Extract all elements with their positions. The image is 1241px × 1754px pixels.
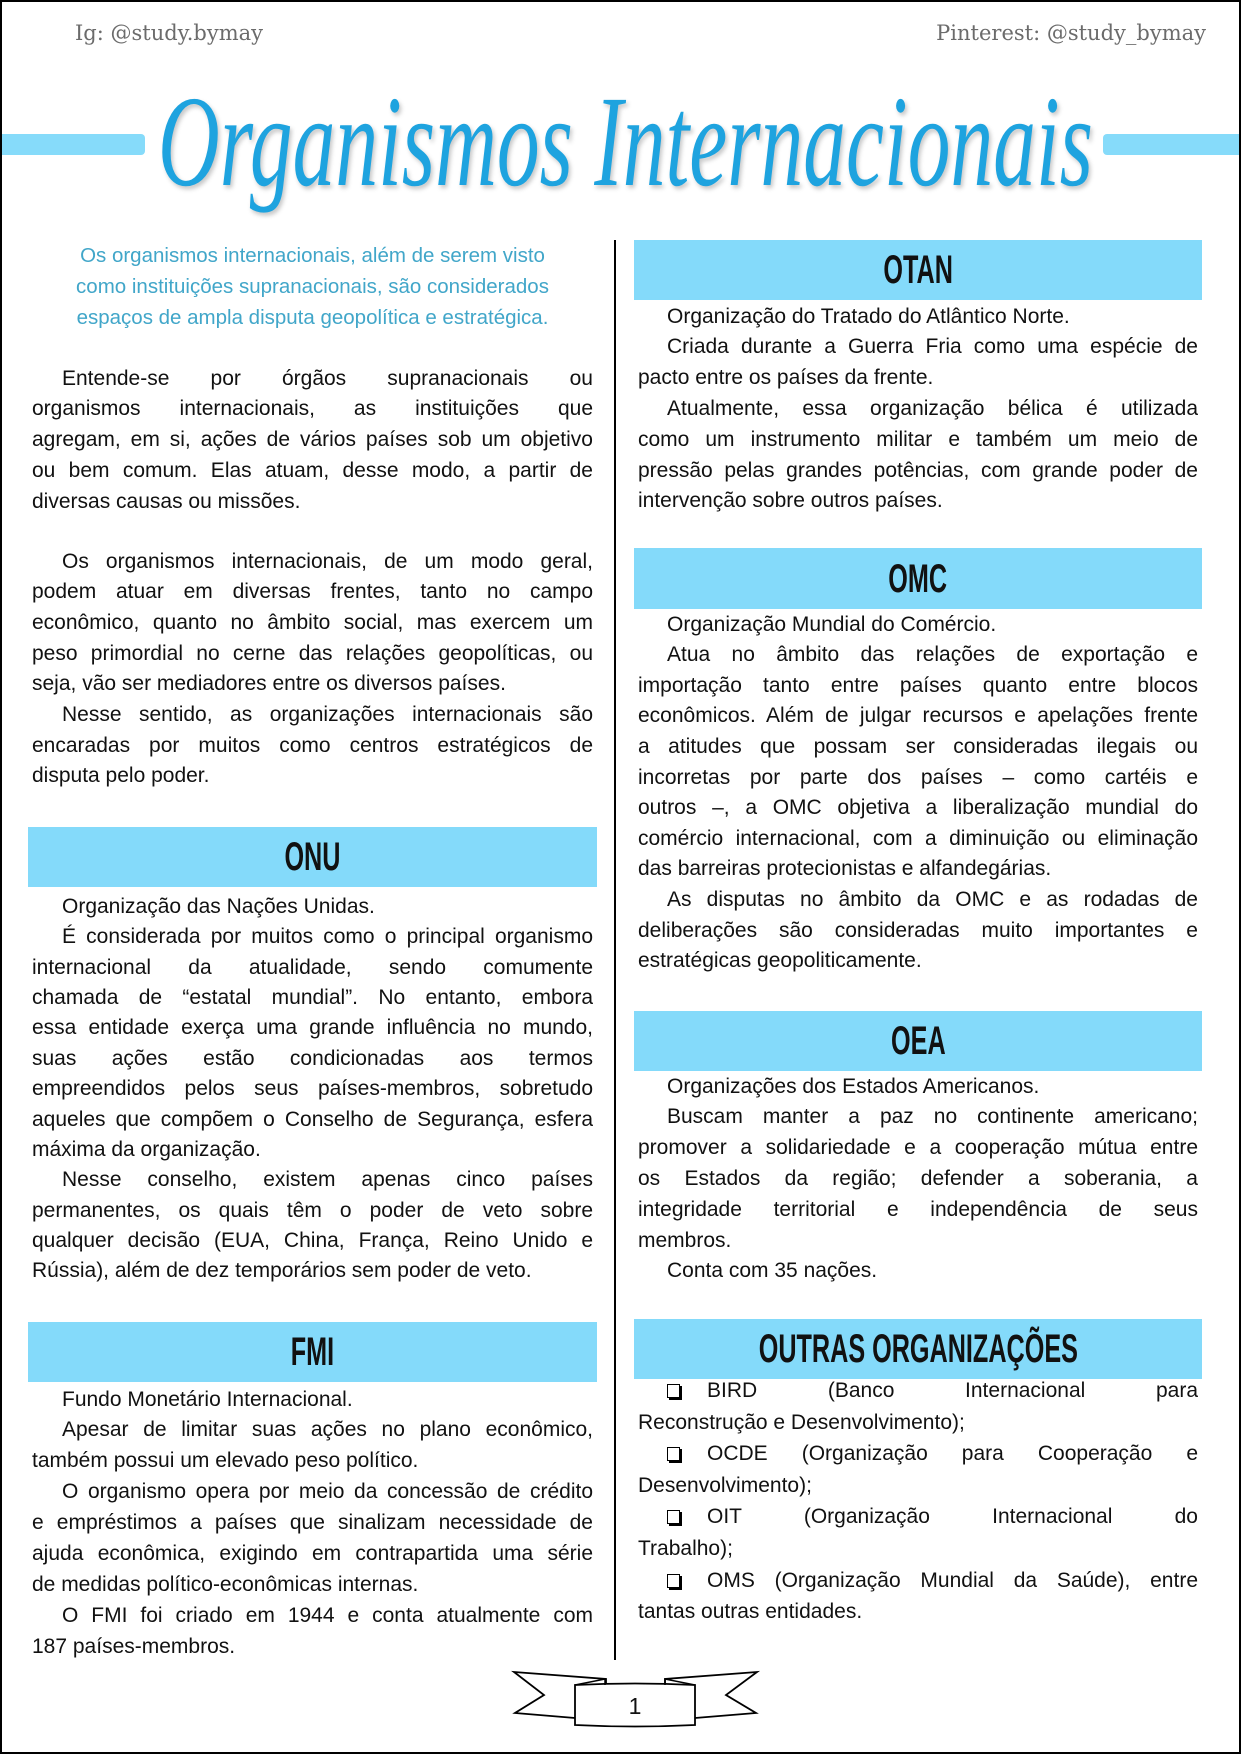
text-line: membros. <box>638 1228 732 1252</box>
text-line: máxima da organização. <box>32 1137 261 1161</box>
text-line: também possui um elevado peso político. <box>32 1449 419 1473</box>
text-line: Trabalho); <box>638 1536 733 1560</box>
section-title-onu: ONU <box>284 835 341 879</box>
text-line <box>638 1501 1198 1533</box>
text-line: empreendidos pelos seus países-membros, sobretudo <box>32 1077 593 1101</box>
section-body-fmi <box>32 1385 593 1663</box>
section-title-omc: OMC <box>888 556 948 601</box>
text-line: suas ações estão condicionadas aos termos <box>32 1046 593 1070</box>
text-line: Atua no âmbito das relações de exportação e <box>667 643 1198 667</box>
text-line: das barreiras protecionistas e alfandegárias. <box>638 857 1052 881</box>
section-header-otan <box>634 240 1202 300</box>
intro-text <box>32 240 593 333</box>
column-divider <box>614 240 616 1660</box>
text-line: pressão pelas grandes potências, com grande poder de <box>638 458 1198 482</box>
section-title-otan: OTAN <box>883 248 953 292</box>
list-item-text: BIRD (Banco Internacional para <box>707 1379 1198 1402</box>
text-line: Organização das Nações Unidas. <box>62 894 375 918</box>
section-header-fmi <box>28 1322 597 1382</box>
section-body-onu <box>32 892 593 1287</box>
section-header-onu <box>28 827 597 887</box>
text-line: diversas causas ou missões. <box>32 489 301 513</box>
text-line: espaços de ampla disputa geopolítica e estratégica. <box>76 305 549 329</box>
text-line: essa entidade exerça uma grande influência no mundo, <box>32 1016 593 1040</box>
section-body-otan <box>638 302 1198 518</box>
text-line: Organização Mundial do Comércio. <box>667 612 997 636</box>
text-line: como instituições supranacionais, são considerados <box>76 274 549 298</box>
text-line: chamada de “estatal mundial”. No entanto, embora <box>32 985 593 1009</box>
page-number: 1 <box>628 1693 642 1719</box>
instagram-handle: Ig: @study.bymay <box>75 21 264 45</box>
text-line: permanentes, os quais têm o poder de veto sobre <box>32 1198 593 1222</box>
text-line: importação tanto entre países quanto entre blocos <box>638 673 1198 697</box>
text-line: Conta com 35 nações. <box>667 1259 878 1283</box>
section-title-fmi: FMI <box>290 1330 335 1374</box>
text-line: deliberações são consideradas muito importantes e <box>638 918 1198 942</box>
section-header-oea <box>634 1011 1202 1071</box>
text-line <box>638 1375 1198 1407</box>
text-line <box>638 1565 1198 1597</box>
text-line: Apesar de limitar suas ações no plano econômico, <box>62 1418 593 1442</box>
text-line: O organismo opera por meio da concessão de crédito <box>62 1480 593 1504</box>
text-line: Nesse sentido, as organizações internacionais são <box>62 703 593 727</box>
text-line: Rússia), além de dez temporários sem poder de veto. <box>32 1259 532 1283</box>
text-line: econômico, quanto no âmbito social, mas exercem um <box>32 610 593 634</box>
text-line: Entende-se por órgãos supranacionais ou <box>62 366 593 390</box>
section-header-outras-organizacoes <box>634 1319 1202 1379</box>
text-line: seja, vão ser mediadores entre os diversos países. <box>32 672 506 696</box>
page-number-ribbon <box>507 1662 767 1737</box>
text-line: peso primordial no cerne das relações geopolíticas, ou <box>32 641 593 665</box>
text-line: intervenção sobre outros países. <box>638 489 943 513</box>
text-line: a atitudes que possam ser consideradas ilegais ou <box>638 735 1198 759</box>
text-line: e empréstimos a países que sinalizam necessidade de <box>32 1511 593 1535</box>
text-line: podem atuar em diversas frentes, tanto no campo <box>32 580 593 604</box>
text-line: Criada durante a Guerra Fria como uma espécie de <box>667 335 1198 359</box>
page-title-graphic <box>2 2 1241 232</box>
list-item-text: OIT (Organização Internacional do <box>707 1505 1198 1529</box>
text-line: Nesse conselho, existem apenas cinco países <box>62 1168 593 1192</box>
text-line: Fundo Monetário Internacional. <box>62 1387 353 1411</box>
text-line: organismos internacionais, as instituições que <box>32 397 593 421</box>
checkbox-icon <box>667 1447 680 1461</box>
section-body-omc <box>638 610 1198 977</box>
list-item-text: OCDE (Organização para Cooperação e <box>707 1442 1198 1466</box>
checkbox-icon <box>667 1574 680 1588</box>
text-line: Desenvolvimento); <box>638 1473 812 1497</box>
text-line: Atualmente, essa organização bélica é utilizada <box>667 396 1198 420</box>
text-line: econômicos. Além de julgar recursos e apelações frente <box>638 704 1198 728</box>
text-line: ou bem comum. Elas atuam, desse modo, a partir de <box>32 458 593 482</box>
text-line: Os organismos internacionais, de um modo geral, <box>62 549 593 573</box>
text-line: Organizações dos Estados Americanos. <box>667 1074 1040 1098</box>
section-title-outras-organizacoes: OUTRAS ORGANIZAÇÕES <box>758 1327 1078 1371</box>
general-paragraph-2 <box>32 547 593 793</box>
page-title: Organismos Internacionais <box>158 70 1093 214</box>
section-body-outras-organizacoes <box>638 1375 1198 1628</box>
text-line: Organização do Tratado do Atlântico Norte. <box>667 304 1070 328</box>
text-line: de medidas político-econômicas internas. <box>32 1572 419 1596</box>
pinterest-handle: Pinterest: @study_bymay <box>936 21 1206 45</box>
text-line: comércio internacional, com a diminuição ou eliminação <box>638 826 1198 850</box>
text-line: incorretas por parte dos países – como cartéis e <box>638 765 1198 789</box>
text-line: estratégicas geopoliticamente. <box>638 949 922 973</box>
text-line: disputa pelo poder. <box>32 764 210 788</box>
text-line: os Estados da região; defender a soberania, a <box>638 1166 1198 1190</box>
text-line: internacional da atualidade, sendo comumente <box>32 955 593 979</box>
list-item-text: OMS (Organização Mundial da Saúde), entre <box>707 1568 1198 1592</box>
checkbox-icon <box>667 1384 680 1398</box>
text-line <box>638 1438 1198 1470</box>
section-title-oea: OEA <box>890 1019 946 1063</box>
text-line: 187 países-membros. <box>32 1634 236 1658</box>
text-line: Buscam manter a paz no continente americano; <box>667 1105 1198 1129</box>
text-line: Reconstrução e Desenvolvimento); <box>638 1410 965 1434</box>
section-body-oea <box>638 1072 1198 1288</box>
text-line: O FMI foi criado em 1944 e conta atualmente com <box>62 1603 593 1627</box>
text-line: encaradas por muitos como centros estratégicos de <box>32 733 593 757</box>
text-line: promover a solidariedade e a cooperação mútua entre <box>638 1136 1198 1160</box>
text-line: É considerada por muitos como o principal organismo <box>62 925 593 949</box>
text-line: qualquer decisão (EUA, China, França, Reino Unido e <box>32 1229 593 1253</box>
text-line: como um instrumento militar e também um meio de <box>638 427 1198 451</box>
text-line: aqueles que compõem o Conselho de Segurança, esfera <box>32 1107 593 1131</box>
text-line: pacto entre os países da frente. <box>638 366 934 390</box>
text-line: As disputas no âmbito da OMC e as rodadas de <box>667 888 1198 912</box>
text-line: tantas outras entidades. <box>638 1600 863 1624</box>
text-line: ajuda econômica, exigindo em contrapartida uma série <box>32 1541 593 1565</box>
text-line: agregam, em si, ações de vários países sob um objetivo <box>32 428 593 452</box>
text-line: outros –, a OMC objetiva a liberalização mundial do <box>638 796 1198 820</box>
text-line: Os organismos internacionais, além de serem visto <box>80 243 545 267</box>
text-line: integridade territorial e independência de seus <box>638 1197 1198 1221</box>
general-paragraph-1 <box>32 364 593 518</box>
checkbox-icon <box>667 1510 680 1524</box>
section-header-omc <box>634 548 1202 609</box>
